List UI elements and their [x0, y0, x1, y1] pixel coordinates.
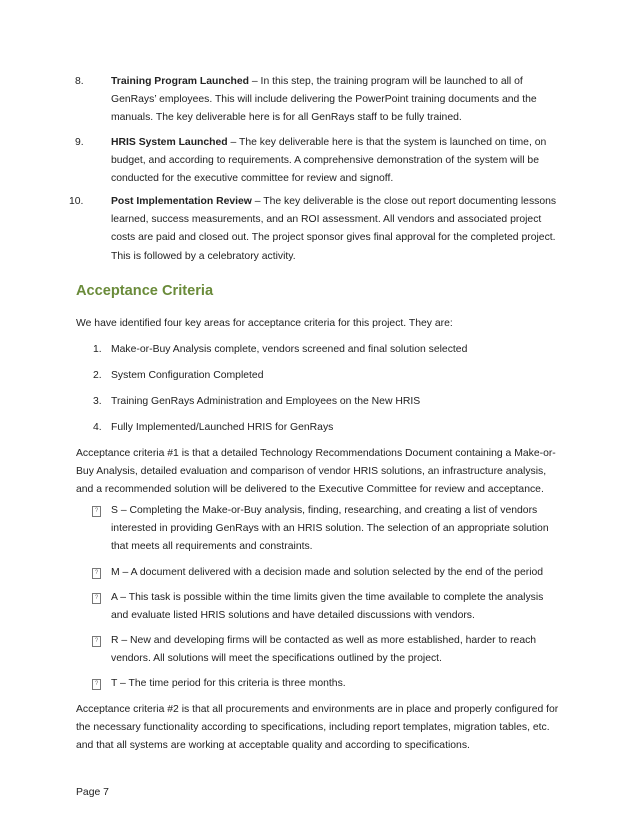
list-item-title: HRIS System Launched [111, 137, 228, 148]
criteria-text: Training GenRays Administration and Employees on the New HRIS [111, 396, 421, 407]
list-number: 3. [93, 396, 102, 407]
list-number: 9. [75, 137, 84, 148]
intro-paragraph: We have identified four key areas for acceptance criteria for this project. They are: [76, 318, 453, 329]
list-item-title: Training Program Launched [111, 76, 249, 87]
list-number: 8. [75, 76, 84, 87]
criteria-2-paragraph: Acceptance criteria #2 is that all procurements and environments are in place and properly configured for the necessary functionality according to specifications, including report templates, migration tables, etc. and that all systems are working at acceptable quality and according to specifications. [76, 704, 559, 752]
page-number: Page 7 [76, 787, 109, 798]
list-item-9 [75, 134, 565, 189]
bullet-text: A – This task is possible within the time limits given the time available to complete the analysis and evaluate listed HRIS solutions and have detailed discussions with vendors. [111, 592, 544, 622]
criteria-item [95, 341, 565, 359]
criteria-item [95, 393, 565, 411]
bullet-icon: ? [92, 506, 101, 517]
bullet-text: S – Completing the Make-or-Buy analysis, finding, researching, and creating a list of vendors interested in providing GenRays with an HRIS solution. The selection of an appropriate solution that meets all requirements and constraints. [111, 505, 549, 553]
smart-bullet [92, 675, 562, 693]
list-item-text: – In this step, the training program will be launched to all of GenRays’ employees. This will include delivering the PowerPoint training documents and the manuals. The key deliverable here is for all GenRays staff to be fully trained. [111, 76, 537, 124]
smart-bullet [92, 632, 562, 668]
list-item-8 [75, 73, 565, 128]
list-item-10 [69, 193, 565, 266]
criteria-item [95, 419, 565, 437]
list-item-title: Post Implementation Review [111, 196, 252, 207]
criteria-item [95, 367, 565, 385]
bullet-text: M – A document delivered with a decision made and solution selected by the end of the period [111, 567, 544, 578]
smart-bullet [92, 564, 562, 582]
bullet-text: R – New and developing firms will be contacted as well as more established, harder to reach vendors. All solutions will meet the specifications outlined by the project. [111, 635, 537, 665]
list-number: 10. [69, 196, 84, 207]
bullet-icon: ? [92, 568, 101, 579]
criteria-text: Make-or-Buy Analysis complete, vendors screened and final solution selected [111, 344, 468, 355]
list-number: 4. [93, 422, 102, 433]
list-item-text: – The key deliverable here is that the system is launched on time, on budget, and according to requirements. A comprehensive demonstration of the system will be conducted for the executive committee for review and signoff. [111, 137, 547, 185]
list-number: 1. [93, 344, 102, 355]
bullet-text: T – The time period for this criteria is three months. [111, 678, 346, 689]
list-number: 2. [93, 370, 102, 381]
list-item-text: – The key deliverable is the close out report documenting lessons learned, success measurements, and an ROI assessment. All vendors and associated project costs are paid and closed out. The project sponsor gives final approval for the completed project. This is followed by a celebratory activity. [111, 196, 557, 262]
smart-bullet [92, 589, 562, 625]
criteria-text: System Configuration Completed [111, 370, 264, 381]
criteria-1-paragraph: Acceptance criteria #1 is that a detailed Technology Recommendations Document containing a Make-or-Buy Analysis, detailed evaluation and comparison of vendor HRIS solutions, an infrastructure analysis, and a recommended solution will be delivered to the Executive Committee for review and acceptance. [76, 448, 556, 496]
bullet-icon: ? [92, 636, 101, 647]
bullet-icon: ? [92, 679, 101, 690]
criteria-text: Fully Implemented/Launched HRIS for GenRays [111, 422, 334, 433]
bullet-icon: ? [92, 593, 101, 604]
smart-bullet [92, 502, 562, 557]
section-heading: Acceptance Criteria [76, 283, 214, 299]
